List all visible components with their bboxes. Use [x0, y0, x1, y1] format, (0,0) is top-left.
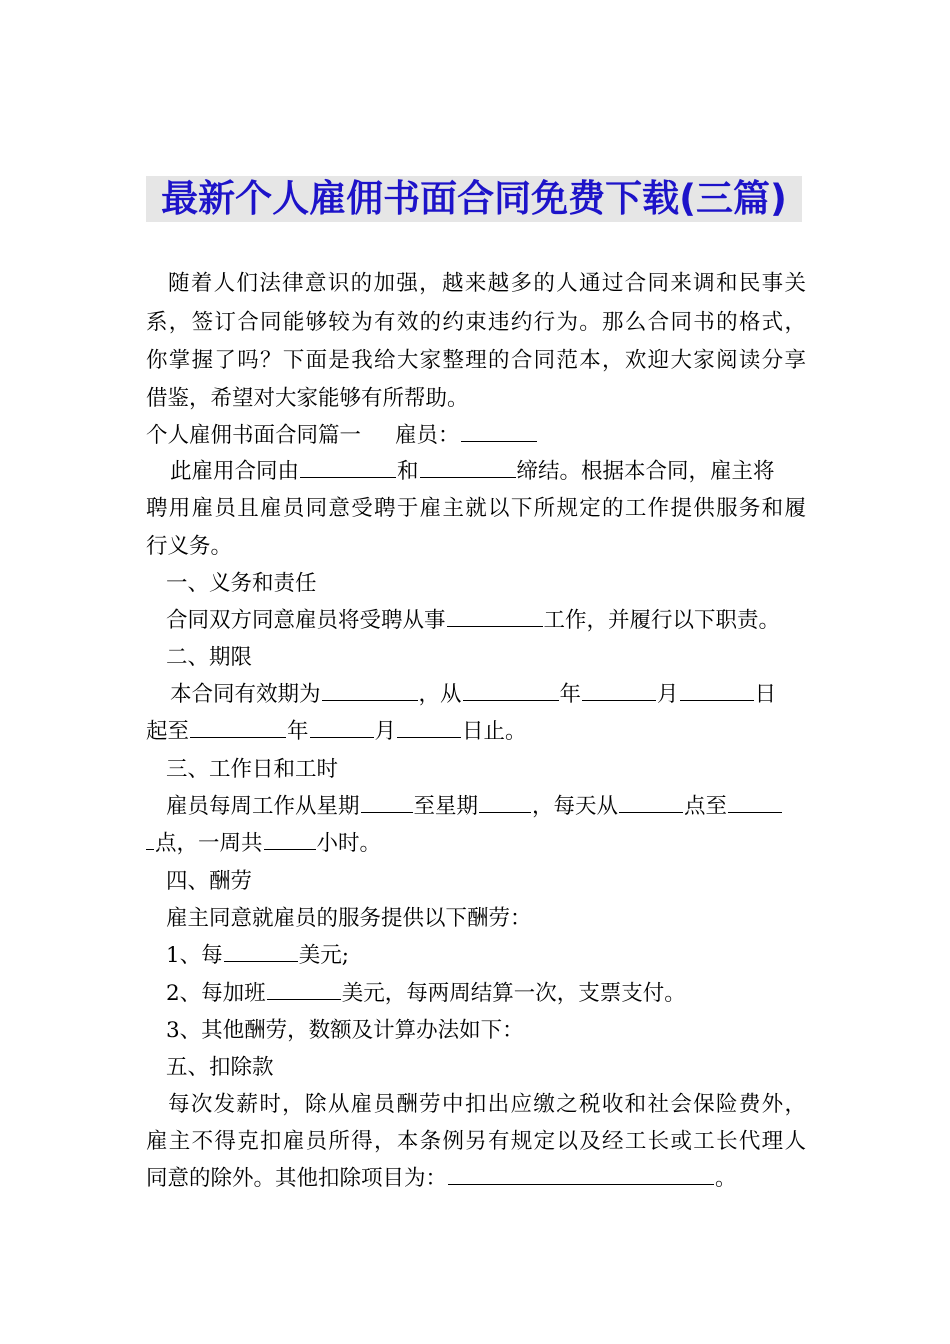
section-5-heading: 五、扣除款: [166, 1055, 274, 1080]
end-day-blank[interactable]: [397, 717, 461, 738]
section-2-line-1: 本合同有效期为 ，从 年 月 日: [170, 682, 777, 707]
intro-line-3: 你掌握了吗？下面是我给大家整理的合同范本，欢迎大家阅读分享: [146, 348, 806, 373]
section-3-heading: 三、工作日和工时: [166, 757, 339, 782]
weekly-hours-blank[interactable]: [264, 829, 316, 850]
opening-line-1: 此雇用合同由 和 缔结。根据本合同，雇主将: [170, 459, 775, 484]
pay-item-2: 2、每加班 美元，每两周结算一次，支票支付。: [166, 981, 686, 1006]
part1-label: 个人雇佣书面合同篇一: [146, 423, 362, 448]
section-2-line-2: 起至 年 月 日止。: [146, 719, 527, 744]
hour-from-blank[interactable]: [619, 792, 683, 813]
opening-line-3: 行义务。: [146, 534, 233, 559]
term-blank[interactable]: [322, 680, 418, 701]
weekday-from-blank[interactable]: [361, 792, 413, 813]
section-4-heading: 四、酬劳: [166, 869, 253, 894]
party-b-blank[interactable]: [420, 457, 516, 478]
start-month-blank[interactable]: [582, 680, 656, 701]
employee-label: 雇员：: [395, 423, 460, 448]
intro-line-1: 随着人们法律意识的加强，越来越多的人通过合同来调和民事关: [168, 271, 806, 296]
hour-to-blank[interactable]: [728, 792, 782, 813]
section-2-heading: 二、期限: [166, 645, 253, 670]
section-5-line-1: 每次发薪时，除从雇员酬劳中扣出应缴之税收和社会保险费外，: [168, 1092, 806, 1117]
end-month-blank[interactable]: [310, 717, 374, 738]
end-year-blank[interactable]: [190, 717, 286, 738]
party-a-blank[interactable]: [300, 457, 396, 478]
document-title: 最新个人雇佣书面合同免费下载(三篇): [146, 176, 802, 222]
section-4-intro: 雇主同意就雇员的服务提供以下酬劳：: [166, 906, 532, 931]
pay-item-3: 3、其他酬劳，数额及计算办法如下：: [166, 1018, 524, 1043]
section-5-line-3: 同意的除外。其他扣除项目为： 。: [146, 1166, 737, 1191]
section-5-line-2: 雇主不得克扣雇员所得，本条例另有规定以及经工长或工长代理人: [146, 1129, 806, 1154]
overtime-rate-blank[interactable]: [267, 979, 341, 1000]
intro-line-4: 借鉴，希望对大家能够有所帮助。: [146, 386, 469, 411]
intro-line-2: 系，签订合同能够较为有效的约束违约行为。那么合同书的格式，: [146, 310, 806, 335]
weekday-to-blank[interactable]: [479, 792, 531, 813]
hour-to-blank-cont[interactable]: [146, 829, 154, 850]
deductions-blank[interactable]: [448, 1164, 714, 1185]
pay-item-1: 1、每 美元;: [166, 943, 349, 968]
part1-heading: [146, 421, 538, 451]
start-day-blank[interactable]: [680, 680, 754, 701]
start-year-blank[interactable]: [463, 680, 559, 701]
section-3-line-2: 点，一周共 小时。: [146, 829, 381, 859]
opening-line-2: 聘用雇员且雇员同意受聘于雇主就以下所规定的工作提供服务和履: [146, 496, 806, 521]
pay-rate-blank[interactable]: [224, 941, 298, 962]
section-1-line: 合同双方同意雇员将受聘从事 工作，并履行以下职责。: [166, 608, 781, 633]
section-1-heading: 一、义务和责任: [166, 571, 317, 596]
job-blank[interactable]: [447, 606, 543, 627]
section-3-line-1: 雇员每周工作从星期 至星期 ，每天从 点至: [166, 792, 783, 822]
employee-blank[interactable]: [461, 421, 537, 442]
